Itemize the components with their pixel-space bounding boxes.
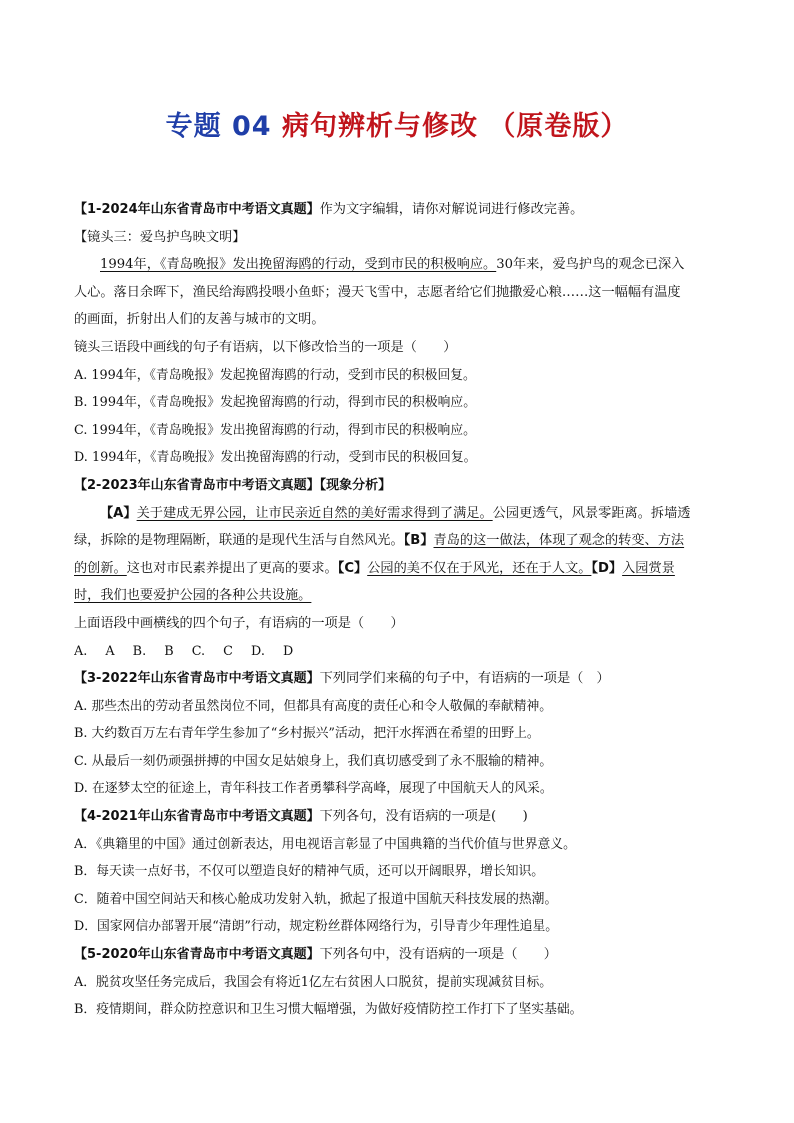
q2-stem: 上面语段中画横线的四个句子，有语病的一项是（ ） [74,615,404,631]
q3-option-b: B. 大约数百万左右青年学生参加了“乡村振兴”活动，把汗水挥洒在希望的田野上。 [74,726,540,742]
q3-option-c: C. 从最后一刻仍顽强拼搏的中国女足姑娘身上，我们真切感受到了永不服输的精神。 [74,753,553,769]
q2-sentence-b-end: 的创新。 [74,560,127,576]
q4-option-d: D．国家网信办部署开展“清朗”行动，规定粉丝群体网络行为，引导青少年理性追星。 [74,919,559,935]
title-topic-number: 专题 04 [165,111,272,142]
q1-stem: 镜头三语段中画线的句子有语病，以下修改恰当的一项是（ ） [74,339,457,355]
question-list [74,196,724,1024]
q5-option-b: B．疫情期间，群众防控意识和卫生习惯大幅增强，为做好疫情防控工作打下了坚实基础。 [74,1002,583,1018]
q2-header [74,472,724,500]
q1-option-c: C. 1994年，《青岛晚报》发出挽留海鸥的行动，得到市民的积极响应。 [74,422,476,438]
q3-source: 【3-2022年山东省青岛市中考语文真题】 [74,671,320,687]
q3-prompt: 下列同学们来稿的句子中，有语病的一项是（ ） [319,671,610,687]
q2-source: 【2-2023年山东省青岛市中考语文真题】【现象分析】 [74,477,392,493]
q2-text: 绿，拆除的是物理隔断，联通的是现代生活与自然风光。 [74,533,404,549]
q2-text: 这也对市民素养提出了更高的要求。 [126,560,338,576]
q2-sentence-a: 关于建成无界公园，让市民亲近自然的美好需求得到了满足。 [136,505,493,521]
q1-paragraph-line-3: 的画面，折射出人们的友善与城市的文明。 [74,312,325,328]
q3-option-d: D. 在逐梦太空的征途上，青年科技工作者勇攀科学高峰，展现了中国航天人的风采。 [74,781,553,797]
q1-underlined-sentence: 1994年，《青岛晚报》发出挽留海鸥的行动，受到市民的积极响应。 [100,257,497,273]
q2-paragraph-line-3 [74,555,724,583]
q5-source: 【5-2020年山东省青岛市中考语文真题】 [74,947,320,963]
title-edition: （原卷版） [488,111,629,142]
q5-header [74,941,724,969]
q2-tag-c: 【C】 [337,560,368,576]
q1-option-b: B. 1994年，《青岛晚报》发起挽留海鸥的行动，得到市民的积极响应。 [74,395,477,411]
q1-para-text: 30年来，爱鸟护鸟的观念已深入 [496,257,685,273]
q2-paragraph-line-4 [74,582,724,610]
q4-header [74,803,724,831]
q1-prompt: 作为文字编辑，请你对解说词进行修改完善。 [319,202,584,217]
q5-prompt: 下列各句中，没有语病的一项是（ ） [319,947,557,963]
q1-source: 【1-2024年山东省青岛市中考语文真题】 [74,202,320,217]
q3-option-a: A. 那些杰出的劳动者虽然岗位不同，但都具有高度的责任心和令人敬佩的奉献精神。 [74,698,553,714]
q3-header [74,665,724,693]
q1-paragraph-line-2: 人心。落日余晖下，渔民给海鸥投喂小鱼虾；漫天飞雪中，志愿者给它们抛撒爱心粮……这一幅幅有温度 [74,284,681,300]
q2-text: 公园更透气，风景零距离。拆墙透 [492,505,691,521]
q4-option-c: C．随着中国空间站天和核心舱成功发射入轨，掀起了报道中国航天科技发展的热潮。 [74,891,558,907]
q2-sentence-c: 公园的美不仅在于风光，还在于人文。 [367,560,592,576]
q1-paragraph-line-1 [74,251,724,279]
q2-paragraph-line-1 [74,500,724,528]
q2-paragraph-line-2 [74,527,724,555]
q4-option-a: A．《典籍里的中国》通过创新表达，用电视语言彰显了中国典籍的当代价值与世界意义。 [74,836,576,852]
q2-sentence-d-end: 时，我们也要爱护公园的各种公共设施。 [74,588,312,604]
q1-option-d: D. 1994年，《青岛晚报》发出挽留海鸥的行动，受到市民的积极回复。 [74,450,477,466]
q2-tag-a: 【A】 [100,505,137,521]
q1-option-a: A. 1994年，《青岛晚报》发起挽留海鸥的行动，受到市民的积极回复。 [74,367,476,383]
q2-answer-options: A. A B. B C. C D. D [74,643,294,659]
q2-sentence-b: 青岛的这一做法，体现了观念的转变、方法 [433,533,685,549]
q2-tag-d: 【D】 [591,560,623,576]
q4-source: 【4-2021年山东省青岛市中考语文真题】 [74,809,320,825]
q5-option-a: A．脱贫攻坚任务完成后，我国会有将近1亿左右贫困人口脱贫，提前实现减贫目标。 [74,974,553,990]
q1-header [74,196,724,224]
q1-section: 【镜头三：爱鸟护鸟映文明】 [74,229,246,245]
q4-prompt: 下列各句，没有语病的一项是( ) [319,809,528,825]
page-title [0,104,794,143]
q2-sentence-d: 入园赏景 [622,560,675,576]
q4-option-b: B．每天读一点好书，不仅可以塑造良好的精神气质，还可以开阔眼界，增长知识。 [74,864,545,880]
title-topic-name: 病句辨析与修改 [281,111,478,142]
q2-tag-b: 【B】 [403,533,434,549]
